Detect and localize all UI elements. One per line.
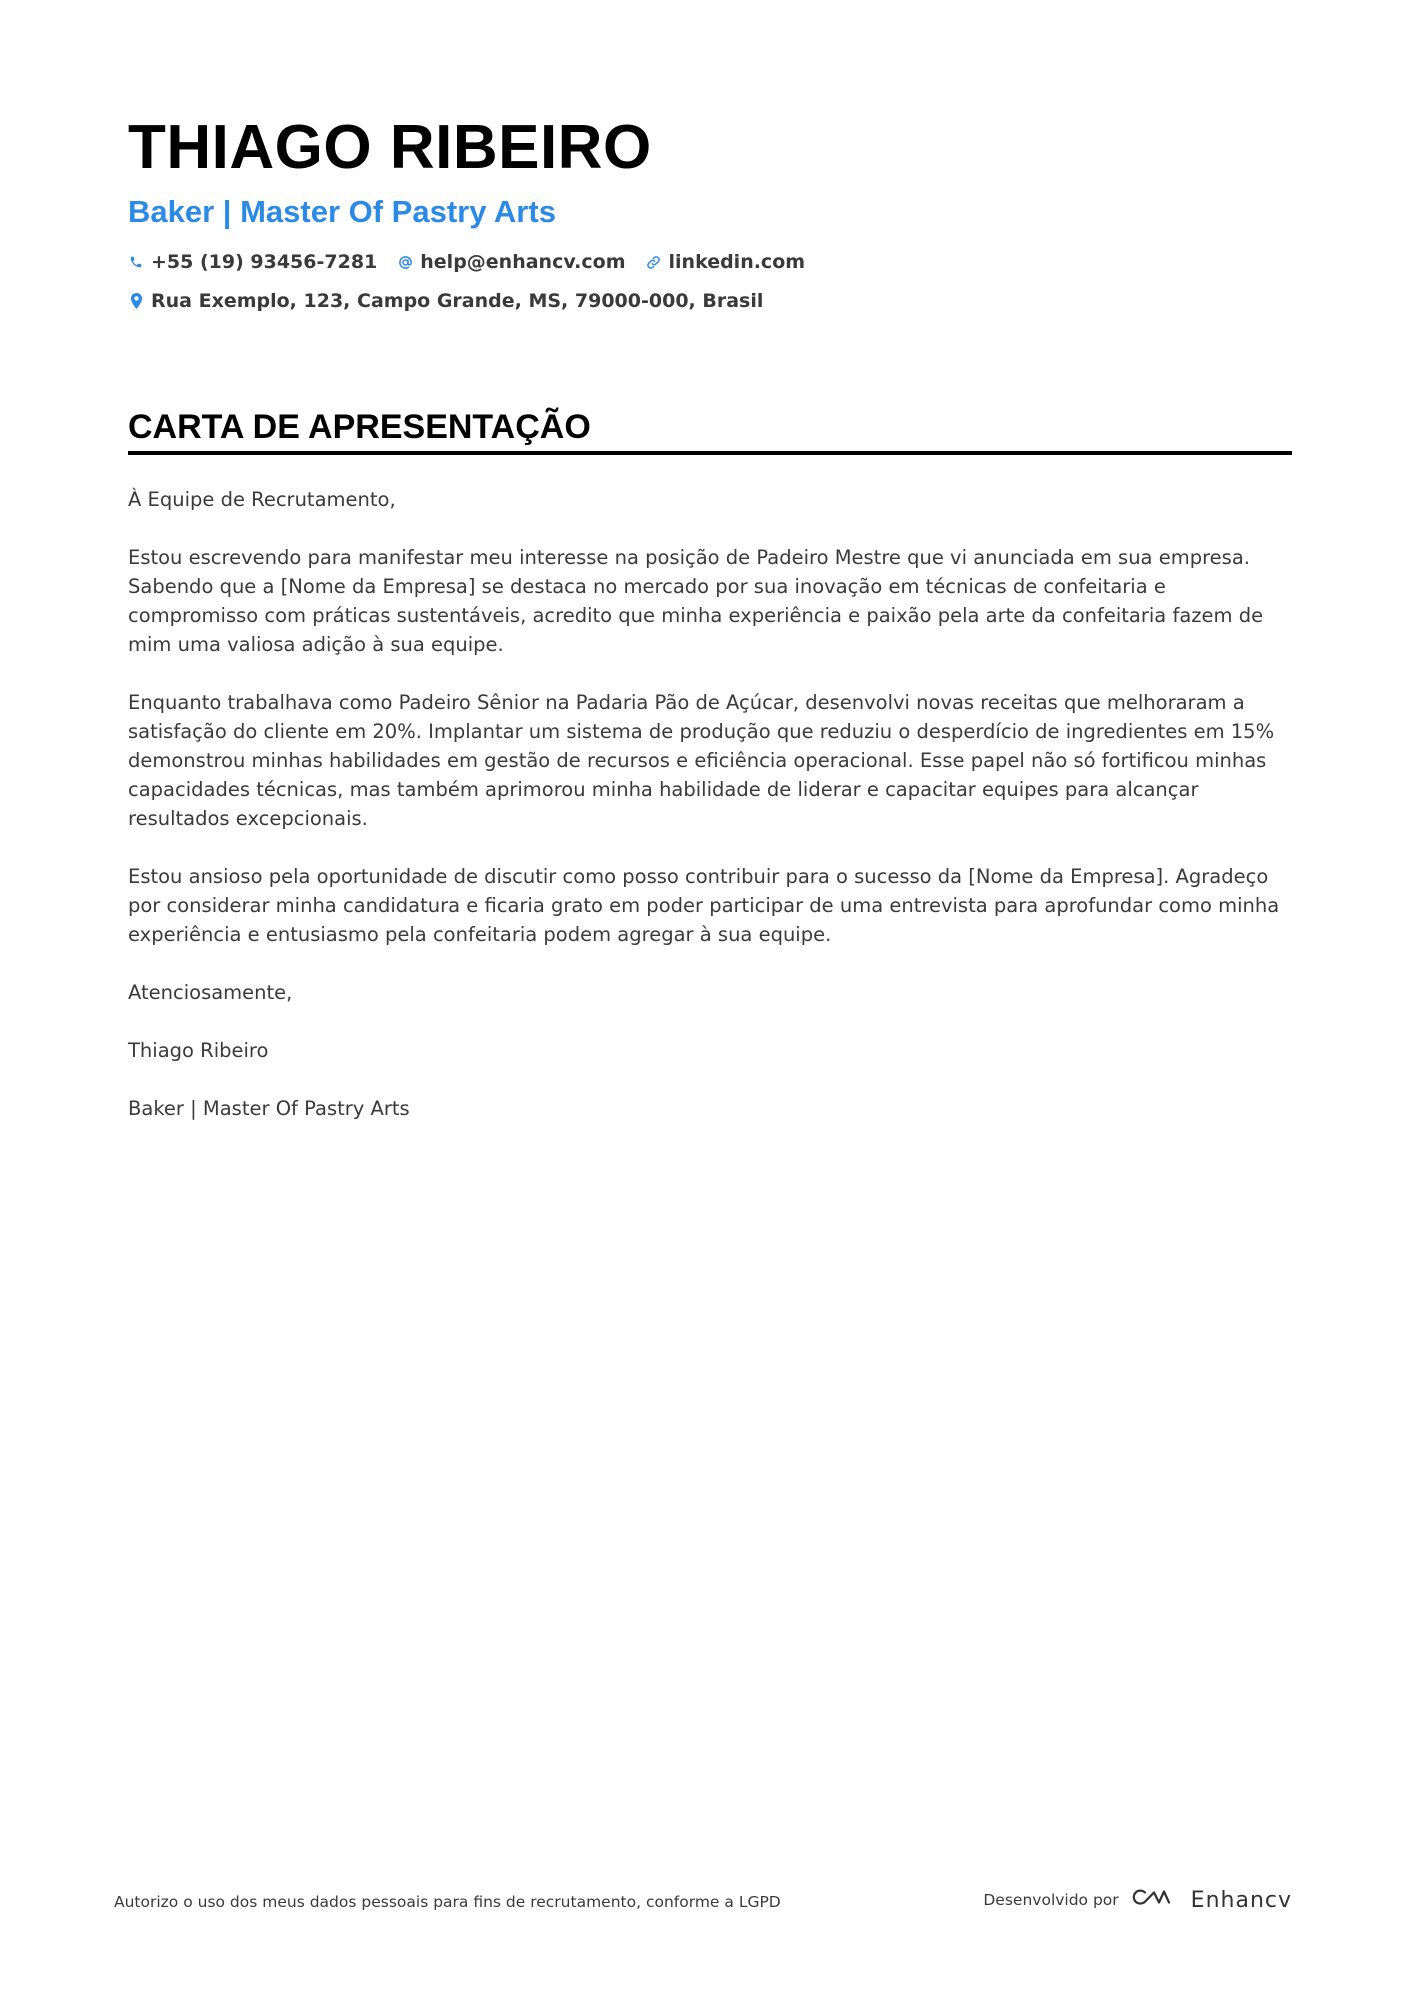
candidate-headline: Baker | Master Of Pastry Arts [128, 194, 556, 229]
link-icon [646, 253, 662, 271]
powered-by [983, 1886, 1292, 1914]
address-text: Rua Exemplo, 123, Campo Grande, MS, 79000-000, Brasil [151, 290, 764, 312]
section-title: CARTA DE APRESENTAÇÃO [128, 405, 1292, 455]
candidate-name: THIAGO RIBEIRO [128, 113, 652, 182]
at-icon [397, 253, 413, 271]
letter-closing: Atenciosamente, [128, 981, 293, 1004]
address-row [128, 287, 1292, 315]
contact-email [397, 251, 625, 273]
brand-logo[interactable] [1131, 1886, 1292, 1914]
link-text[interactable]: linkedin.com [668, 251, 806, 273]
header [128, 108, 1292, 315]
cover-letter-section [128, 405, 1292, 1152]
consent-note: Autorizo o uso dos meus dados pessoais para fins de recrutamento, conforme a LGPD [114, 1893, 781, 1911]
phone-icon [128, 253, 144, 271]
brand-name: Enhancv [1190, 1887, 1292, 1913]
signature-name: Thiago Ribeiro [128, 1039, 269, 1062]
letter-paragraph: Enquanto trabalhava como Padeiro Sênior na Padaria Pão de Açúcar, desenvolvi novas receitas que melhoraram a satisfação do cliente em 20%. Implantar um sistema de produção que reduziu o desperdício de ingredientes em 15% demonstrou minhas habilidades em gestão de recursos e eficiência operacional. Esse papel não só fortificou minhas capacidades técnicas, mas também aprimorou minha habilidade de liderar e capacitar equipes para alcançar resultados excepcionais. [128, 691, 1275, 830]
letter-paragraph: Estou escrevendo para manifestar meu interesse na posição de Padeiro Mestre que vi anunciada em sua empresa. Sabendo que a [Nome da Empresa] se destaca no mercado por sua inovação em técnicas de confeitaria e compromisso com práticas sustentáveis, acredito que minha experiência e paixão pela arte da confeitaria fazem de mim uma valiosa adição à sua equipe. [128, 546, 1264, 656]
powered-by-label: Desenvolvido por [983, 1891, 1119, 1909]
location-pin-icon [128, 292, 144, 310]
signature-title: Baker | Master Of Pastry Arts [128, 1097, 410, 1120]
contact-address [128, 290, 763, 312]
contact-link [646, 251, 806, 273]
phone-text[interactable]: +55 (19) 93456-7281 [151, 251, 378, 273]
contact-row [128, 248, 1292, 276]
letter-body [128, 485, 1292, 1123]
enhancv-logo-icon [1131, 1886, 1177, 1914]
email-text[interactable]: help@enhancv.com [420, 251, 626, 273]
letter-greeting: À Equipe de Recrutamento, [128, 488, 396, 511]
contact-phone [128, 251, 377, 273]
letter-paragraph: Estou ansioso pela oportunidade de discutir como posso contribuir para o sucesso da [Nome da Empresa]. Agradeço por considerar minha candidatura e ficaria grato em poder participar de uma entrevista para aprofundar como minha experiência e entusiasmo pela confeitaria podem agregar à sua equipe. [128, 865, 1280, 946]
